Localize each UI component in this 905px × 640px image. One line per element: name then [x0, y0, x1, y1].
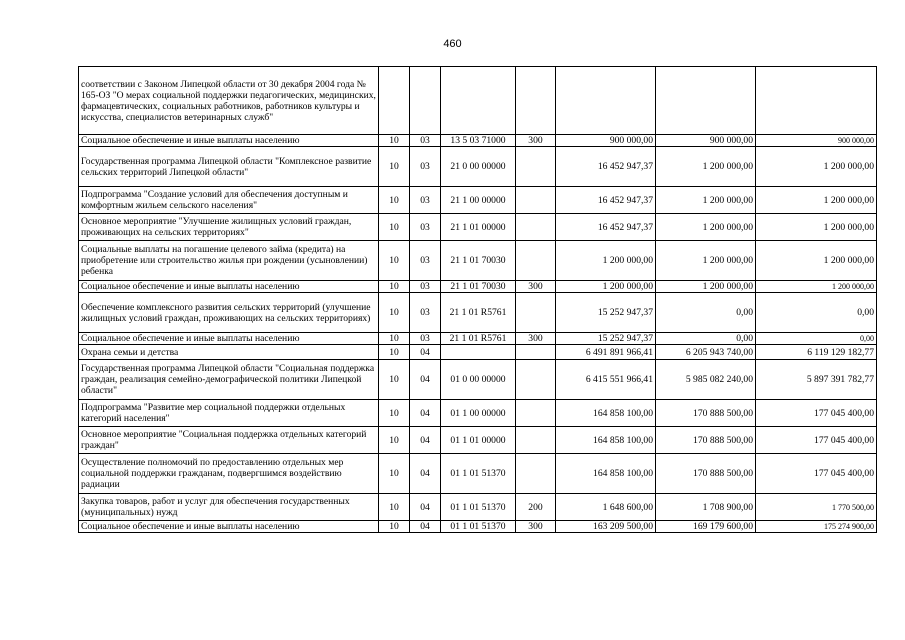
row-sum-1: 16 452 947,37	[556, 187, 656, 214]
row-subsection: 03	[410, 241, 441, 281]
table-row	[79, 494, 877, 521]
table-row	[79, 333, 877, 345]
row-sum-1: 16 452 947,37	[556, 214, 656, 241]
row-sum-2: 1 200 000,00	[656, 187, 756, 214]
row-expense-type: 300	[516, 135, 556, 147]
row-expense-type	[516, 293, 556, 333]
row-section: 10	[379, 281, 410, 293]
row-sum-1: 164 858 100,00	[556, 454, 656, 494]
row-target-article: 21 0 00 00000	[441, 147, 516, 187]
row-sum-2: 1 200 000,00	[656, 147, 756, 187]
row-expense-type: 300	[516, 281, 556, 293]
row-name: Социальное обеспечение и иные выплаты населению	[79, 333, 379, 345]
row-expense-type	[516, 427, 556, 454]
row-expense-type: 200	[516, 494, 556, 521]
page-number: 460	[443, 38, 462, 50]
row-sum-3: 6 119 129 182,77	[756, 345, 877, 360]
row-section	[379, 67, 410, 135]
row-sum-3: 5 897 391 782,77	[756, 360, 877, 400]
row-sum-1: 163 209 500,00	[556, 521, 656, 533]
row-subsection: 04	[410, 454, 441, 494]
row-subsection: 04	[410, 400, 441, 427]
row-target-article: 21 1 01 70030	[441, 281, 516, 293]
row-expense-type	[516, 400, 556, 427]
row-section: 10	[379, 360, 410, 400]
row-sum-1: 15 252 947,37	[556, 293, 656, 333]
row-name: Социальное обеспечение и иные выплаты населению	[79, 135, 379, 147]
row-expense-type	[516, 214, 556, 241]
row-sum-2: 5 985 082 240,00	[656, 360, 756, 400]
row-subsection: 03	[410, 333, 441, 345]
row-sum-3: 1 200 000,00	[756, 281, 877, 293]
row-sum-3: 177 045 400,00	[756, 454, 877, 494]
row-target-article: 21 1 00 00000	[441, 187, 516, 214]
row-subsection: 03	[410, 147, 441, 187]
row-subsection	[410, 67, 441, 135]
row-name: соответствии с Законом Липецкой области от 30 декабря 2004 года № 165-ОЗ "О мерах социальной поддержки педагогических, медицинских, фармацевтических, социальных работников, работников культуры и искусства, специалистов ветеринарных служб"	[79, 67, 379, 135]
row-section: 10	[379, 400, 410, 427]
table-row	[79, 521, 877, 533]
row-subsection: 04	[410, 494, 441, 521]
row-sum-1: 1 648 600,00	[556, 494, 656, 521]
row-target-article: 21 1 01 R5761	[441, 293, 516, 333]
row-sum-2: 6 205 943 740,00	[656, 345, 756, 360]
row-sum-3: 1 200 000,00	[756, 147, 877, 187]
row-sum-2: 170 888 500,00	[656, 427, 756, 454]
row-target-article	[441, 67, 516, 135]
row-sum-3: 175 274 900,00	[756, 521, 877, 533]
row-subsection: 03	[410, 293, 441, 333]
row-sum-1: 164 858 100,00	[556, 427, 656, 454]
row-expense-type	[516, 345, 556, 360]
row-expense-type	[516, 454, 556, 494]
row-target-article: 01 1 01 51370	[441, 521, 516, 533]
row-name: Социальные выплаты на погашение целевого займа (кредита) на приобретение или строительство жилья при рождении (усыновлении) ребенка	[79, 241, 379, 281]
row-name: Социальное обеспечение и иные выплаты населению	[79, 281, 379, 293]
row-name: Подпрограмма "Развитие мер социальной поддержки отдельных категорий населения"	[79, 400, 379, 427]
row-sum-2: 170 888 500,00	[656, 454, 756, 494]
row-sum-1: 900 000,00	[556, 135, 656, 147]
row-section: 10	[379, 521, 410, 533]
table-row	[79, 345, 877, 360]
row-target-article: 01 0 00 00000	[441, 360, 516, 400]
row-sum-1: 164 858 100,00	[556, 400, 656, 427]
row-sum-1: 1 200 000,00	[556, 281, 656, 293]
row-sum-3: 1 770 500,00	[756, 494, 877, 521]
table-row	[79, 427, 877, 454]
row-sum-3: 1 200 000,00	[756, 241, 877, 281]
row-target-article: 21 1 01 00000	[441, 214, 516, 241]
row-subsection: 04	[410, 345, 441, 360]
row-sum-1: 1 200 000,00	[556, 241, 656, 281]
table-row	[79, 214, 877, 241]
row-name: Охрана семьи и детства	[79, 345, 379, 360]
row-subsection: 03	[410, 187, 441, 214]
row-section: 10	[379, 241, 410, 281]
table-row	[79, 187, 877, 214]
row-sum-1: 6 415 551 966,41	[556, 360, 656, 400]
row-expense-type: 300	[516, 521, 556, 533]
row-sum-2: 1 200 000,00	[656, 241, 756, 281]
row-sum-2: 1 200 000,00	[656, 214, 756, 241]
row-section: 10	[379, 494, 410, 521]
row-expense-type	[516, 360, 556, 400]
row-section: 10	[379, 293, 410, 333]
row-section: 10	[379, 345, 410, 360]
row-sum-3: 900 000,00	[756, 135, 877, 147]
row-name: Закупка товаров, работ и услуг для обеспечения государственных (муниципальных) нужд	[79, 494, 379, 521]
table-row	[79, 281, 877, 293]
row-sum-1: 6 491 891 966,41	[556, 345, 656, 360]
row-section: 10	[379, 187, 410, 214]
table-row	[79, 241, 877, 281]
table-row	[79, 293, 877, 333]
row-name: Государственная программа Липецкой области "Социальная поддержка граждан, реализация семейно-демографической политики Липецкой области"	[79, 360, 379, 400]
row-subsection: 04	[410, 521, 441, 533]
row-expense-type: 300	[516, 333, 556, 345]
row-sum-1: 16 452 947,37	[556, 147, 656, 187]
row-section: 10	[379, 333, 410, 345]
row-sum-1	[556, 67, 656, 135]
row-target-article: 01 1 01 51370	[441, 454, 516, 494]
row-sum-2: 900 000,00	[656, 135, 756, 147]
row-subsection: 04	[410, 427, 441, 454]
row-target-article: 01 1 01 00000	[441, 427, 516, 454]
row-expense-type	[516, 67, 556, 135]
budget-table	[78, 66, 877, 533]
row-sum-1: 15 252 947,37	[556, 333, 656, 345]
row-sum-2: 1 708 900,00	[656, 494, 756, 521]
row-subsection: 03	[410, 135, 441, 147]
row-sum-3: 1 200 000,00	[756, 187, 877, 214]
row-expense-type	[516, 187, 556, 214]
table-row	[79, 400, 877, 427]
row-target-article: 01 1 01 51370	[441, 494, 516, 521]
row-section: 10	[379, 135, 410, 147]
row-name: Обеспечение комплексного развития сельских территорий (улучшение жилищных условий граждан, проживающих на сельских территориях)	[79, 293, 379, 333]
table-row	[79, 135, 877, 147]
row-sum-3: 177 045 400,00	[756, 400, 877, 427]
table-row	[79, 360, 877, 400]
row-target-article: 13 5 03 71000	[441, 135, 516, 147]
row-section: 10	[379, 454, 410, 494]
row-subsection: 03	[410, 281, 441, 293]
row-target-article: 21 1 01 70030	[441, 241, 516, 281]
row-name: Основное мероприятие "Улучшение жилищных условий граждан, проживающих на сельских территориях"	[79, 214, 379, 241]
row-subsection: 04	[410, 360, 441, 400]
row-sum-2: 170 888 500,00	[656, 400, 756, 427]
table-row	[79, 454, 877, 494]
row-target-article: 21 1 01 R5761	[441, 333, 516, 345]
row-section: 10	[379, 427, 410, 454]
row-expense-type	[516, 241, 556, 281]
row-sum-3: 1 200 000,00	[756, 214, 877, 241]
row-name: Социальное обеспечение и иные выплаты населению	[79, 521, 379, 533]
row-sum-3	[756, 67, 877, 135]
row-target-article	[441, 345, 516, 360]
row-name: Основное мероприятие "Социальная поддержка отдельных категорий граждан"	[79, 427, 379, 454]
table-row	[79, 147, 877, 187]
row-section: 10	[379, 214, 410, 241]
row-subsection: 03	[410, 214, 441, 241]
row-sum-2	[656, 67, 756, 135]
row-name: Государственная программа Липецкой области "Комплексное развитие сельских территорий Липецкой области"	[79, 147, 379, 187]
row-sum-2: 1 200 000,00	[656, 281, 756, 293]
table-row	[79, 67, 877, 135]
row-sum-3: 177 045 400,00	[756, 427, 877, 454]
row-sum-2: 169 179 600,00	[656, 521, 756, 533]
row-sum-3: 0,00	[756, 293, 877, 333]
row-sum-2: 0,00	[656, 293, 756, 333]
row-name: Осуществление полномочий по предоставлению отдельных мер социальной поддержки гражданам, подвергшимся воздействию радиации	[79, 454, 379, 494]
row-expense-type	[516, 147, 556, 187]
row-target-article: 01 1 00 00000	[441, 400, 516, 427]
row-sum-2: 0,00	[656, 333, 756, 345]
row-name: Подпрограмма "Создание условий для обеспечения доступным и комфортным жильем сельского населения"	[79, 187, 379, 214]
row-section: 10	[379, 147, 410, 187]
row-sum-3: 0,00	[756, 333, 877, 345]
